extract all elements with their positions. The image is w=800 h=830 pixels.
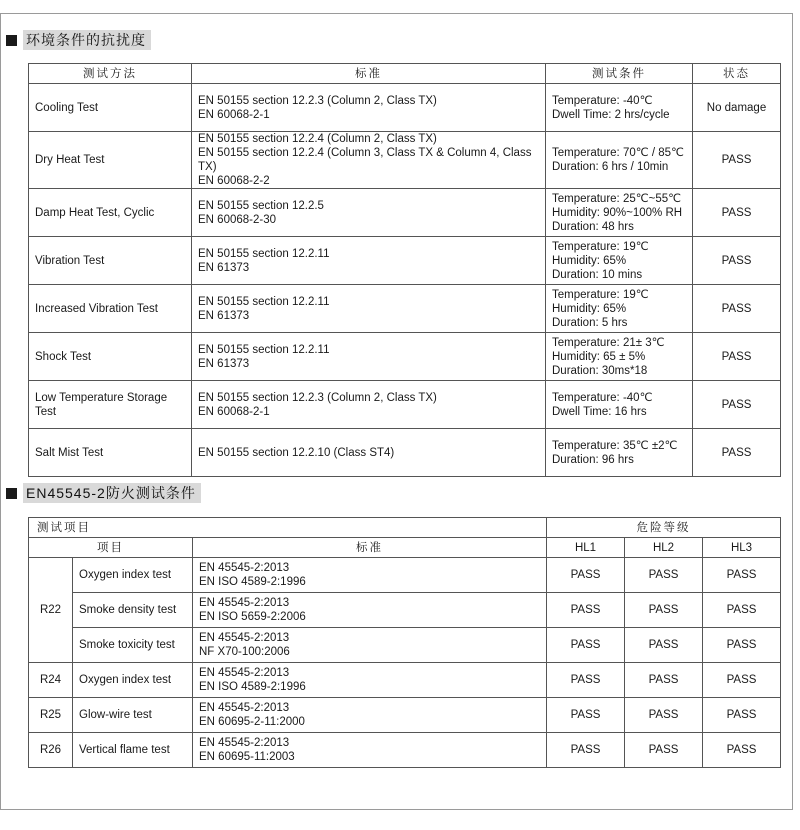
conditions-cell: Temperature: 19℃ Humidity: 65% Duration: 5 hrs xyxy=(546,285,693,333)
test-item-cell: Smoke density test xyxy=(73,593,193,628)
test-item-cell: Oxygen index test xyxy=(73,558,193,593)
table-row xyxy=(29,429,781,477)
status-cell: PASS xyxy=(693,189,781,237)
standard-cell: EN 50155 section 12.2.3 (Column 2, Class TX) EN 60068-2-1 xyxy=(192,381,546,429)
test-method-cell: Increased Vibration Test xyxy=(29,285,192,333)
standard-cell: EN 45545-2:2013 EN 60695-11:2003 xyxy=(193,733,547,768)
status-cell: PASS xyxy=(693,429,781,477)
table-row xyxy=(29,663,781,698)
standard-cell: EN 45545-2:2013 EN ISO 4589-2:1996 xyxy=(193,663,547,698)
standard-cell: EN 45545-2:2013 EN ISO 5659-2:2006 xyxy=(193,593,547,628)
col-header-hazard-level: 危险等级 xyxy=(547,518,781,538)
status-cell: PASS xyxy=(693,333,781,381)
table-row xyxy=(29,237,781,285)
conditions-cell: Temperature: -40℃ Dwell Time: 2 hrs/cycle xyxy=(546,84,693,132)
table-header-row xyxy=(29,518,781,538)
section-environment-heading xyxy=(6,30,151,50)
result-cell: PASS xyxy=(625,558,703,593)
result-cell: PASS xyxy=(625,663,703,698)
test-method-cell: Vibration Test xyxy=(29,237,192,285)
col-header-standard: 标准 xyxy=(193,538,547,558)
standard-cell: EN 45545-2:2013 EN 60695-2-11:2000 xyxy=(193,698,547,733)
result-cell: PASS xyxy=(547,663,625,698)
test-item-cell: Smoke toxicity test xyxy=(73,628,193,663)
status-cell: PASS xyxy=(693,132,781,189)
test-method-cell: Low Temperature Storage Test xyxy=(29,381,192,429)
result-cell: PASS xyxy=(703,663,781,698)
result-cell: PASS xyxy=(547,698,625,733)
table-row xyxy=(29,285,781,333)
table-header-row xyxy=(29,64,781,84)
test-item-cell: Vertical flame test xyxy=(73,733,193,768)
square-bullet-icon xyxy=(6,35,17,46)
table-row xyxy=(29,333,781,381)
result-cell: PASS xyxy=(547,733,625,768)
test-method-cell: Cooling Test xyxy=(29,84,192,132)
col-header-test-item: 测试项目 xyxy=(29,518,547,538)
table-row xyxy=(29,698,781,733)
table-subheader-row xyxy=(29,538,781,558)
conditions-cell: Temperature: -40℃ Dwell Time: 16 hrs xyxy=(546,381,693,429)
conditions-cell: Temperature: 35℃ ±2℃ Duration: 96 hrs xyxy=(546,429,693,477)
conditions-cell: Temperature: 70℃ / 85℃ Duration: 6 hrs / 10min xyxy=(546,132,693,189)
test-item-cell: Glow-wire test xyxy=(73,698,193,733)
square-bullet-icon xyxy=(6,488,17,499)
status-cell: No damage xyxy=(693,84,781,132)
test-item-cell: Oxygen index test xyxy=(73,663,193,698)
table-row xyxy=(29,593,781,628)
status-cell: PASS xyxy=(693,237,781,285)
standard-cell: EN 50155 section 12.2.5 EN 60068-2-30 xyxy=(192,189,546,237)
section-title: EN45545-2防火测试条件 xyxy=(23,483,201,503)
result-cell: PASS xyxy=(625,733,703,768)
result-cell: PASS xyxy=(625,593,703,628)
conditions-cell: Temperature: 19℃ Humidity: 65% Duration: 10 mins xyxy=(546,237,693,285)
table-row xyxy=(29,733,781,768)
conditions-cell: Temperature: 25℃~55℃ Humidity: 90%~100% RH Duration: 48 hrs xyxy=(546,189,693,237)
table-row xyxy=(29,558,781,593)
col-header-hl3: HL3 xyxy=(703,538,781,558)
test-method-cell: Damp Heat Test, Cyclic xyxy=(29,189,192,237)
status-cell: PASS xyxy=(693,285,781,333)
standard-cell: EN 50155 section 12.2.11 EN 61373 xyxy=(192,237,546,285)
section-fire-heading xyxy=(6,483,201,503)
table-row xyxy=(29,132,781,189)
result-cell: PASS xyxy=(547,593,625,628)
col-header-item: 项目 xyxy=(29,538,193,558)
table-row xyxy=(29,84,781,132)
table-row xyxy=(29,189,781,237)
result-cell: PASS xyxy=(703,558,781,593)
col-header-status: 状态 xyxy=(693,64,781,84)
standard-cell: EN 50155 section 12.2.11 EN 61373 xyxy=(192,333,546,381)
col-header-hl1: HL1 xyxy=(547,538,625,558)
test-method-cell: Dry Heat Test xyxy=(29,132,192,189)
environment-test-table xyxy=(28,63,781,477)
result-cell: PASS xyxy=(547,628,625,663)
group-code-cell: R25 xyxy=(29,698,73,733)
result-cell: PASS xyxy=(547,558,625,593)
col-header-method: 测试方法 xyxy=(29,64,192,84)
result-cell: PASS xyxy=(703,628,781,663)
col-header-conditions: 测试条件 xyxy=(546,64,693,84)
standard-cell: EN 50155 section 12.2.10 (Class ST4) xyxy=(192,429,546,477)
standard-cell: EN 45545-2:2013 NF X70-100:2006 xyxy=(193,628,547,663)
result-cell: PASS xyxy=(703,698,781,733)
conditions-cell: Temperature: 21± 3℃ Humidity: 65 ± 5% Duration: 30ms*18 xyxy=(546,333,693,381)
result-cell: PASS xyxy=(703,593,781,628)
col-header-standard: 标准 xyxy=(192,64,546,84)
standard-cell: EN 50155 section 12.2.4 (Column 2, Class TX) EN 50155 section 12.2.4 (Column 3, Class TX & Column 4, Class TX) EN 60068-2-2 xyxy=(192,132,546,189)
result-cell: PASS xyxy=(625,628,703,663)
result-cell: PASS xyxy=(703,733,781,768)
standard-cell: EN 45545-2:2013 EN ISO 4589-2:1996 xyxy=(193,558,547,593)
result-cell: PASS xyxy=(625,698,703,733)
test-method-cell: Shock Test xyxy=(29,333,192,381)
group-code-cell: R22 xyxy=(29,558,73,663)
standard-cell: EN 50155 section 12.2.3 (Column 2, Class TX) EN 60068-2-1 xyxy=(192,84,546,132)
status-cell: PASS xyxy=(693,381,781,429)
standard-cell: EN 50155 section 12.2.11 EN 61373 xyxy=(192,285,546,333)
fire-test-table xyxy=(28,517,781,768)
section-title: 环境条件的抗扰度 xyxy=(23,30,151,50)
group-code-cell: R24 xyxy=(29,663,73,698)
table-row xyxy=(29,628,781,663)
table-row xyxy=(29,381,781,429)
col-header-hl2: HL2 xyxy=(625,538,703,558)
test-method-cell: Salt Mist Test xyxy=(29,429,192,477)
group-code-cell: R26 xyxy=(29,733,73,768)
